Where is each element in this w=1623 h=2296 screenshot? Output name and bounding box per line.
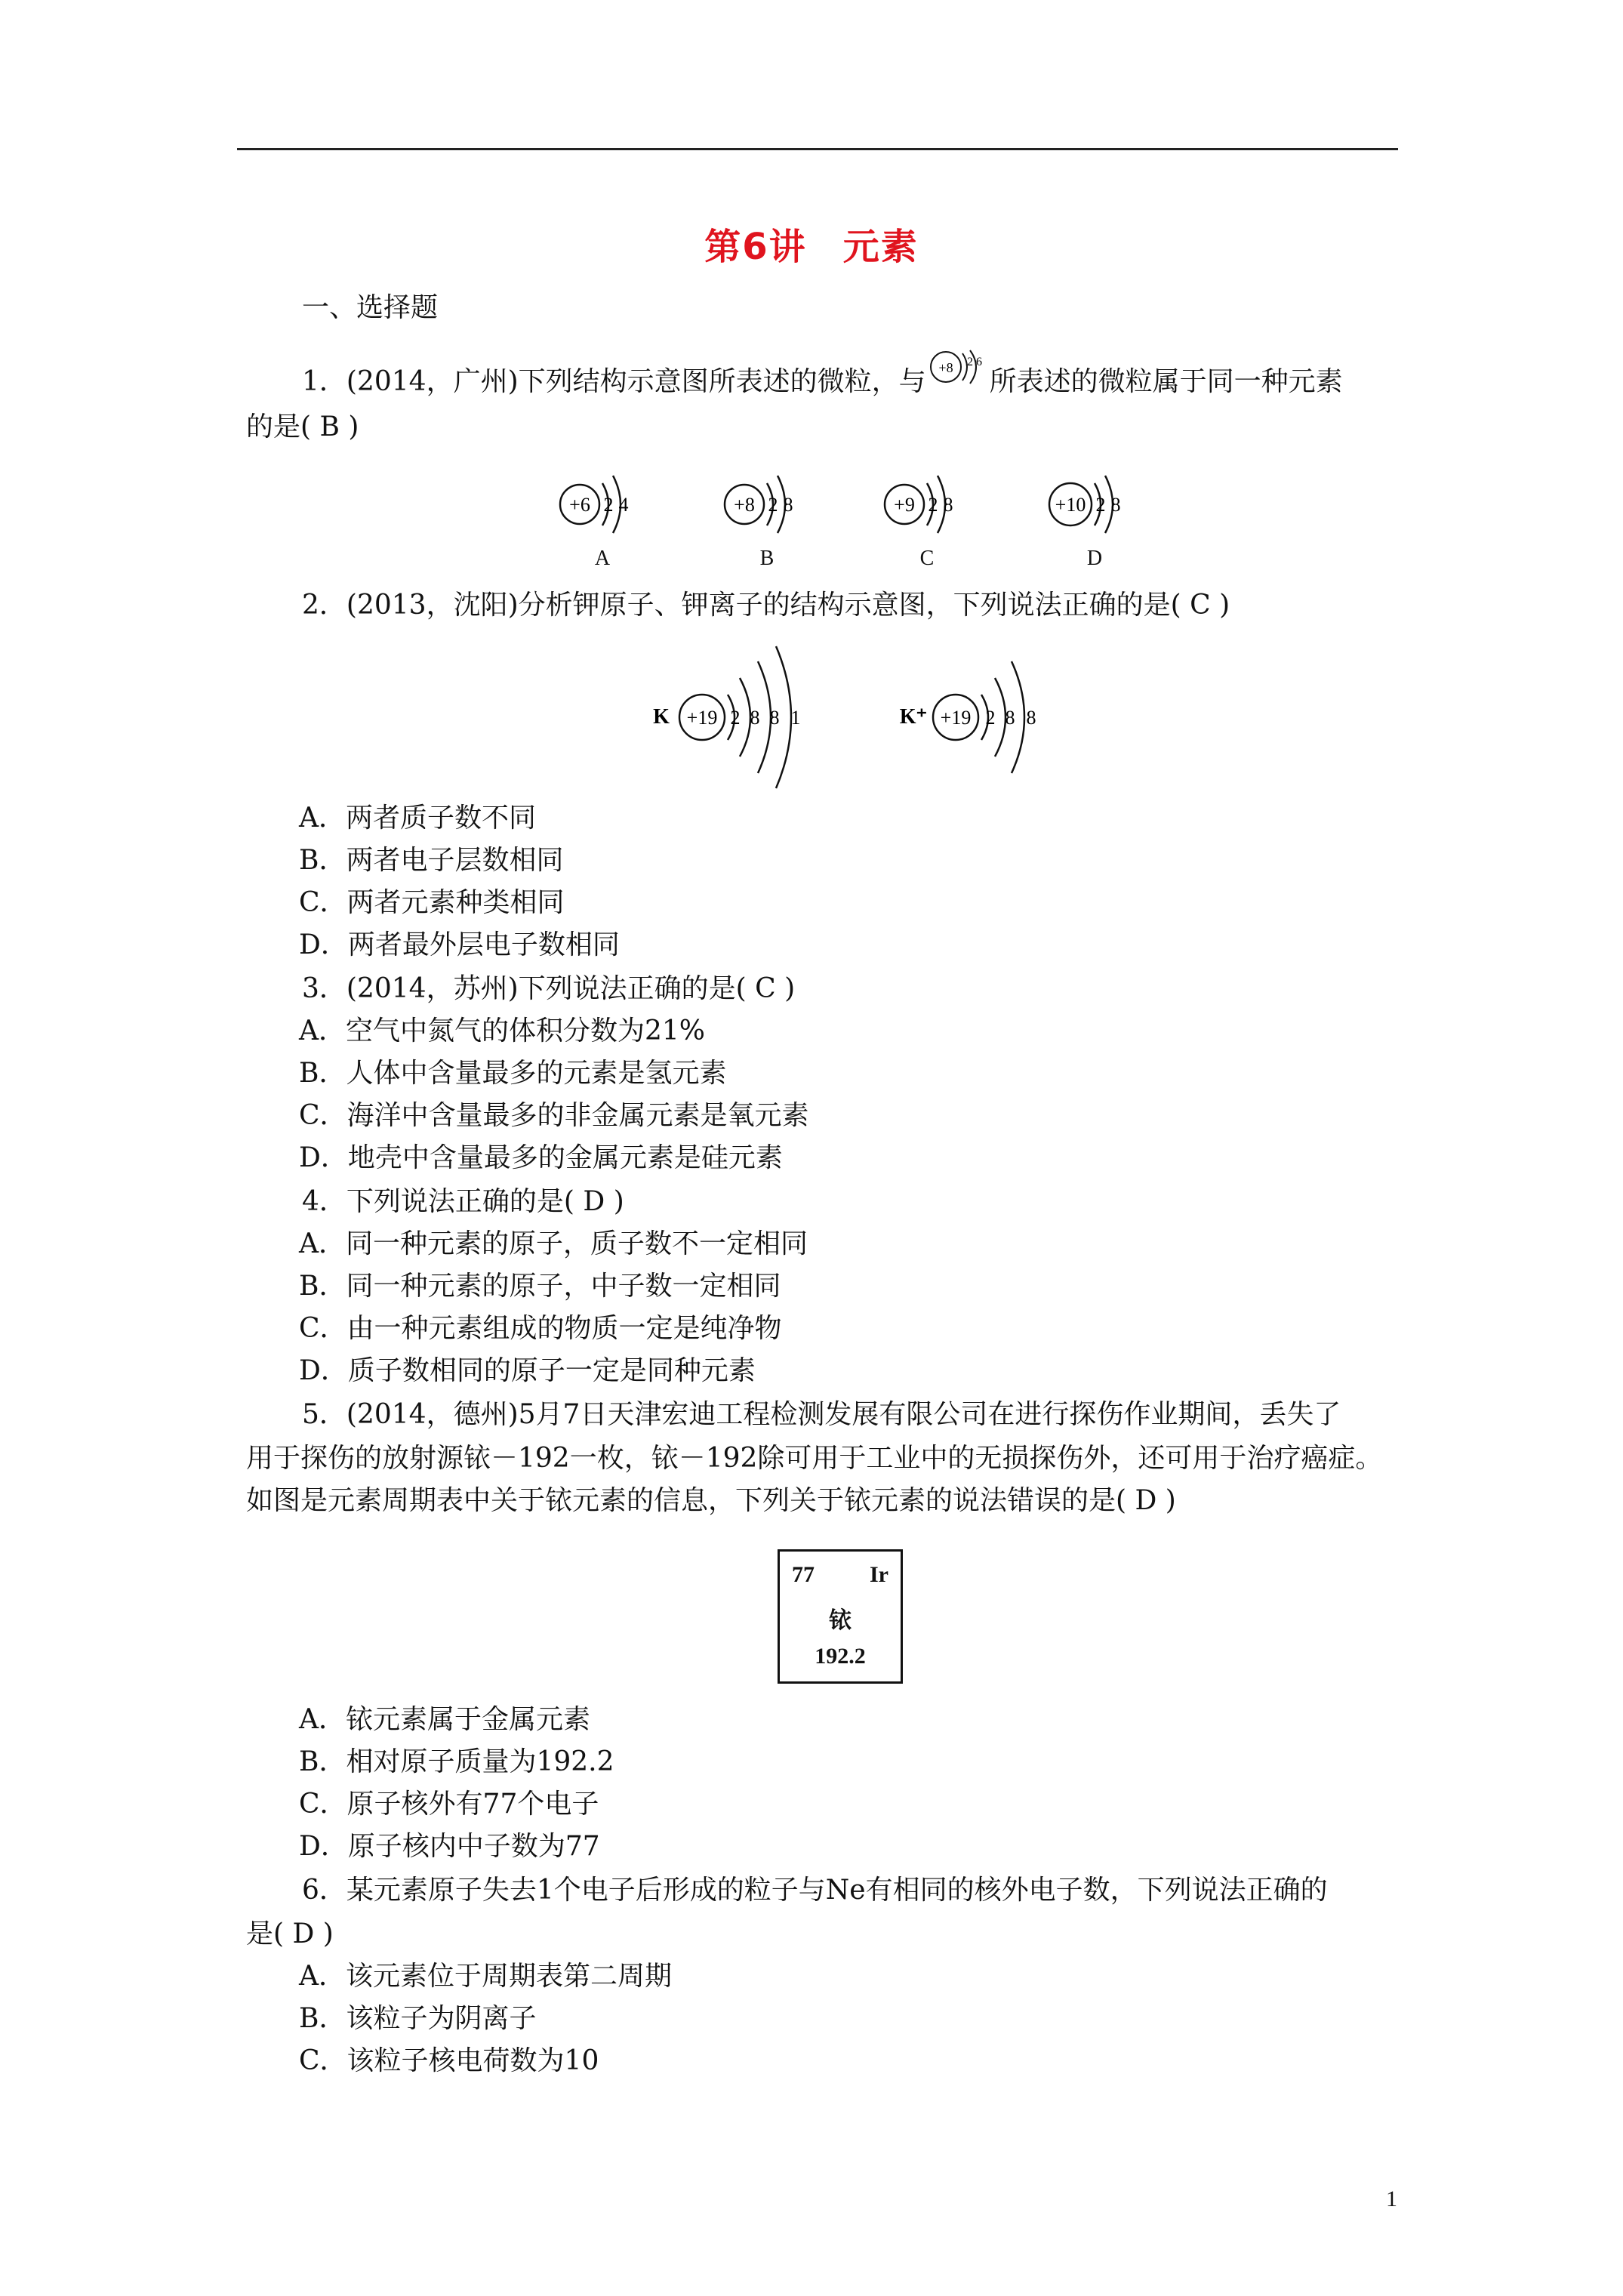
q5-option-c: C．原子核外有77个电子	[299, 1789, 599, 1820]
q1-stem-cont: 的是( B )	[246, 411, 359, 442]
q1-option-b-diagram	[720, 467, 811, 538]
q1-option-d-diagram	[1045, 467, 1143, 538]
q2-k-shell-2: 8	[750, 707, 760, 729]
q1-label-c: C	[919, 547, 935, 570]
q6-stem-line1: 6．某元素原子失去1个电子后形成的粒子与Ne有相同的核外电子数，下列说法正确的	[302, 1875, 1328, 1906]
q1-c-nucleus: +9	[894, 494, 915, 516]
q1-b-shell-1: 2	[768, 494, 778, 516]
title-lecture: 第6讲	[704, 226, 807, 268]
q3-option-a: A．空气中氮气的体积分数为21%	[299, 1015, 706, 1046]
q2-k-shell-3: 8	[769, 707, 780, 729]
q6-stem-line2: 是( D )	[246, 1918, 334, 1949]
q2-option-c: C．两者元素种类相同	[299, 887, 565, 918]
q5-option-a: A．铱元素属于金属元素	[299, 1704, 590, 1735]
element-atomic-mass: 192.2	[815, 1644, 866, 1669]
q4-option-c: C．由一种元素组成的物质一定是纯净物	[299, 1313, 782, 1344]
q1-a-nucleus: +6	[569, 494, 590, 516]
q1-suffix: 所表述的微粒属于同一种元素	[989, 366, 1343, 397]
header-rule	[237, 148, 1398, 150]
q2-k-symbol: K	[653, 705, 670, 729]
q3-stem: 3．(2014，苏州)下列说法正确的是( C )	[302, 973, 796, 1004]
section-heading: 一、选择题	[302, 292, 439, 323]
q1-d-nucleus: +10	[1055, 494, 1086, 516]
element-symbol: Ir	[870, 1562, 888, 1587]
q2-k-shell-1: 2	[730, 707, 741, 729]
q5-stem-line3: 如图是元素周期表中关于铱元素的信息，下列关于铱元素的说法错误的是( D )	[246, 1485, 1176, 1516]
q1-stem	[302, 356, 1343, 399]
q1-d-shell-1: 2	[1095, 494, 1106, 516]
q6-option-c: C．该粒子核电荷数为10	[299, 2045, 599, 2076]
q5-option-b: B．相对原子质量为192.2	[299, 1746, 614, 1777]
q3-option-b: B．人体中含量最多的元素是氢元素	[299, 1058, 727, 1089]
element-name: 铱	[829, 1607, 852, 1634]
page-number: 1	[1386, 2187, 1397, 2211]
q1-d-shell-2: 8	[1110, 494, 1121, 516]
q2-stem: 2．(2013，沈阳)分析钾原子、钾离子的结构示意图，下列说法正确的是( C )	[302, 590, 1230, 621]
q4-option-b: B．同一种元素的原子，中子数一定相同	[299, 1271, 781, 1302]
q2-option-a: A．两者质子数不同	[299, 803, 536, 834]
q6-option-a: A．该元素位于周期表第二周期	[299, 1961, 672, 1992]
q1-option-c-diagram	[880, 467, 971, 538]
q2-potassium-ion-diagram	[898, 640, 1064, 794]
q1-ref-nucleus: +8	[938, 360, 953, 375]
q4-option-a: A．同一种元素的原子，质子数不一定相同	[299, 1228, 808, 1259]
q5-stem-line2: 用于探伤的放射源铱－192一枚，铱－192除可用于工业中的无损探伤外，还可用于治疗癌症。	[246, 1443, 1383, 1474]
q2-option-b: B．两者电子层数相同	[299, 845, 564, 876]
q1-label-b: B	[759, 547, 775, 570]
q1-a-shell-1: 2	[603, 494, 614, 516]
page-title	[0, 217, 1623, 270]
element-atomic-number: 77	[792, 1562, 815, 1587]
q4-stem: 4．下列说法正确的是( D )	[302, 1186, 624, 1217]
q3-option-c: C．海洋中含量最多的非金属元素是氧元素	[299, 1100, 809, 1131]
q1-prefix: 1．(2014，广州)下列结构示意图所表述的微粒，与	[302, 366, 926, 397]
q5-stem-line1: 5．(2014，德州)5月7日天津宏迪工程检测发展有限公司在进行探伤作业期间，丢失了	[302, 1399, 1341, 1430]
q2-option-d: D．两者最外层电子数相同	[299, 929, 620, 960]
q2-kion-shell-2: 8	[1005, 707, 1015, 729]
q4-option-d: D．质子数相同的原子一定是同种元素	[299, 1355, 756, 1386]
q5-option-d: D．原子核内中子数为77	[299, 1831, 600, 1862]
q1-reference-diagram	[926, 356, 990, 396]
q1-label-d: D	[1086, 547, 1103, 570]
q2-kion-symbol: K⁺	[899, 705, 928, 729]
title-topic: 元素	[842, 226, 919, 268]
q2-kion-nucleus: +19	[940, 707, 972, 729]
q2-kion-shell-1: 2	[985, 707, 996, 729]
q2-k-nucleus: +19	[686, 707, 718, 729]
q1-reference-svg	[926, 347, 990, 393]
q1-b-nucleus: +8	[734, 494, 755, 516]
q2-potassium-atom-diagram	[649, 640, 830, 794]
q1-a-shell-2: 4	[618, 494, 629, 516]
q2-kion-shell-3: 8	[1026, 707, 1036, 729]
q1-b-shell-2: 8	[783, 494, 793, 516]
q1-option-a-diagram	[556, 467, 646, 538]
q1-c-shell-2: 8	[943, 494, 953, 516]
q3-option-d: D．地壳中含量最多的金属元素是硅元素	[299, 1142, 783, 1173]
q1-label-a: A	[594, 547, 611, 570]
q2-k-shell-4: 1	[790, 707, 801, 729]
iridium-element-card	[778, 1549, 903, 1684]
q6-option-b: B．该粒子为阴离子	[299, 2003, 537, 2034]
q1-c-shell-1: 2	[928, 494, 938, 516]
q1-ref-shells: 2 6	[966, 356, 982, 368]
